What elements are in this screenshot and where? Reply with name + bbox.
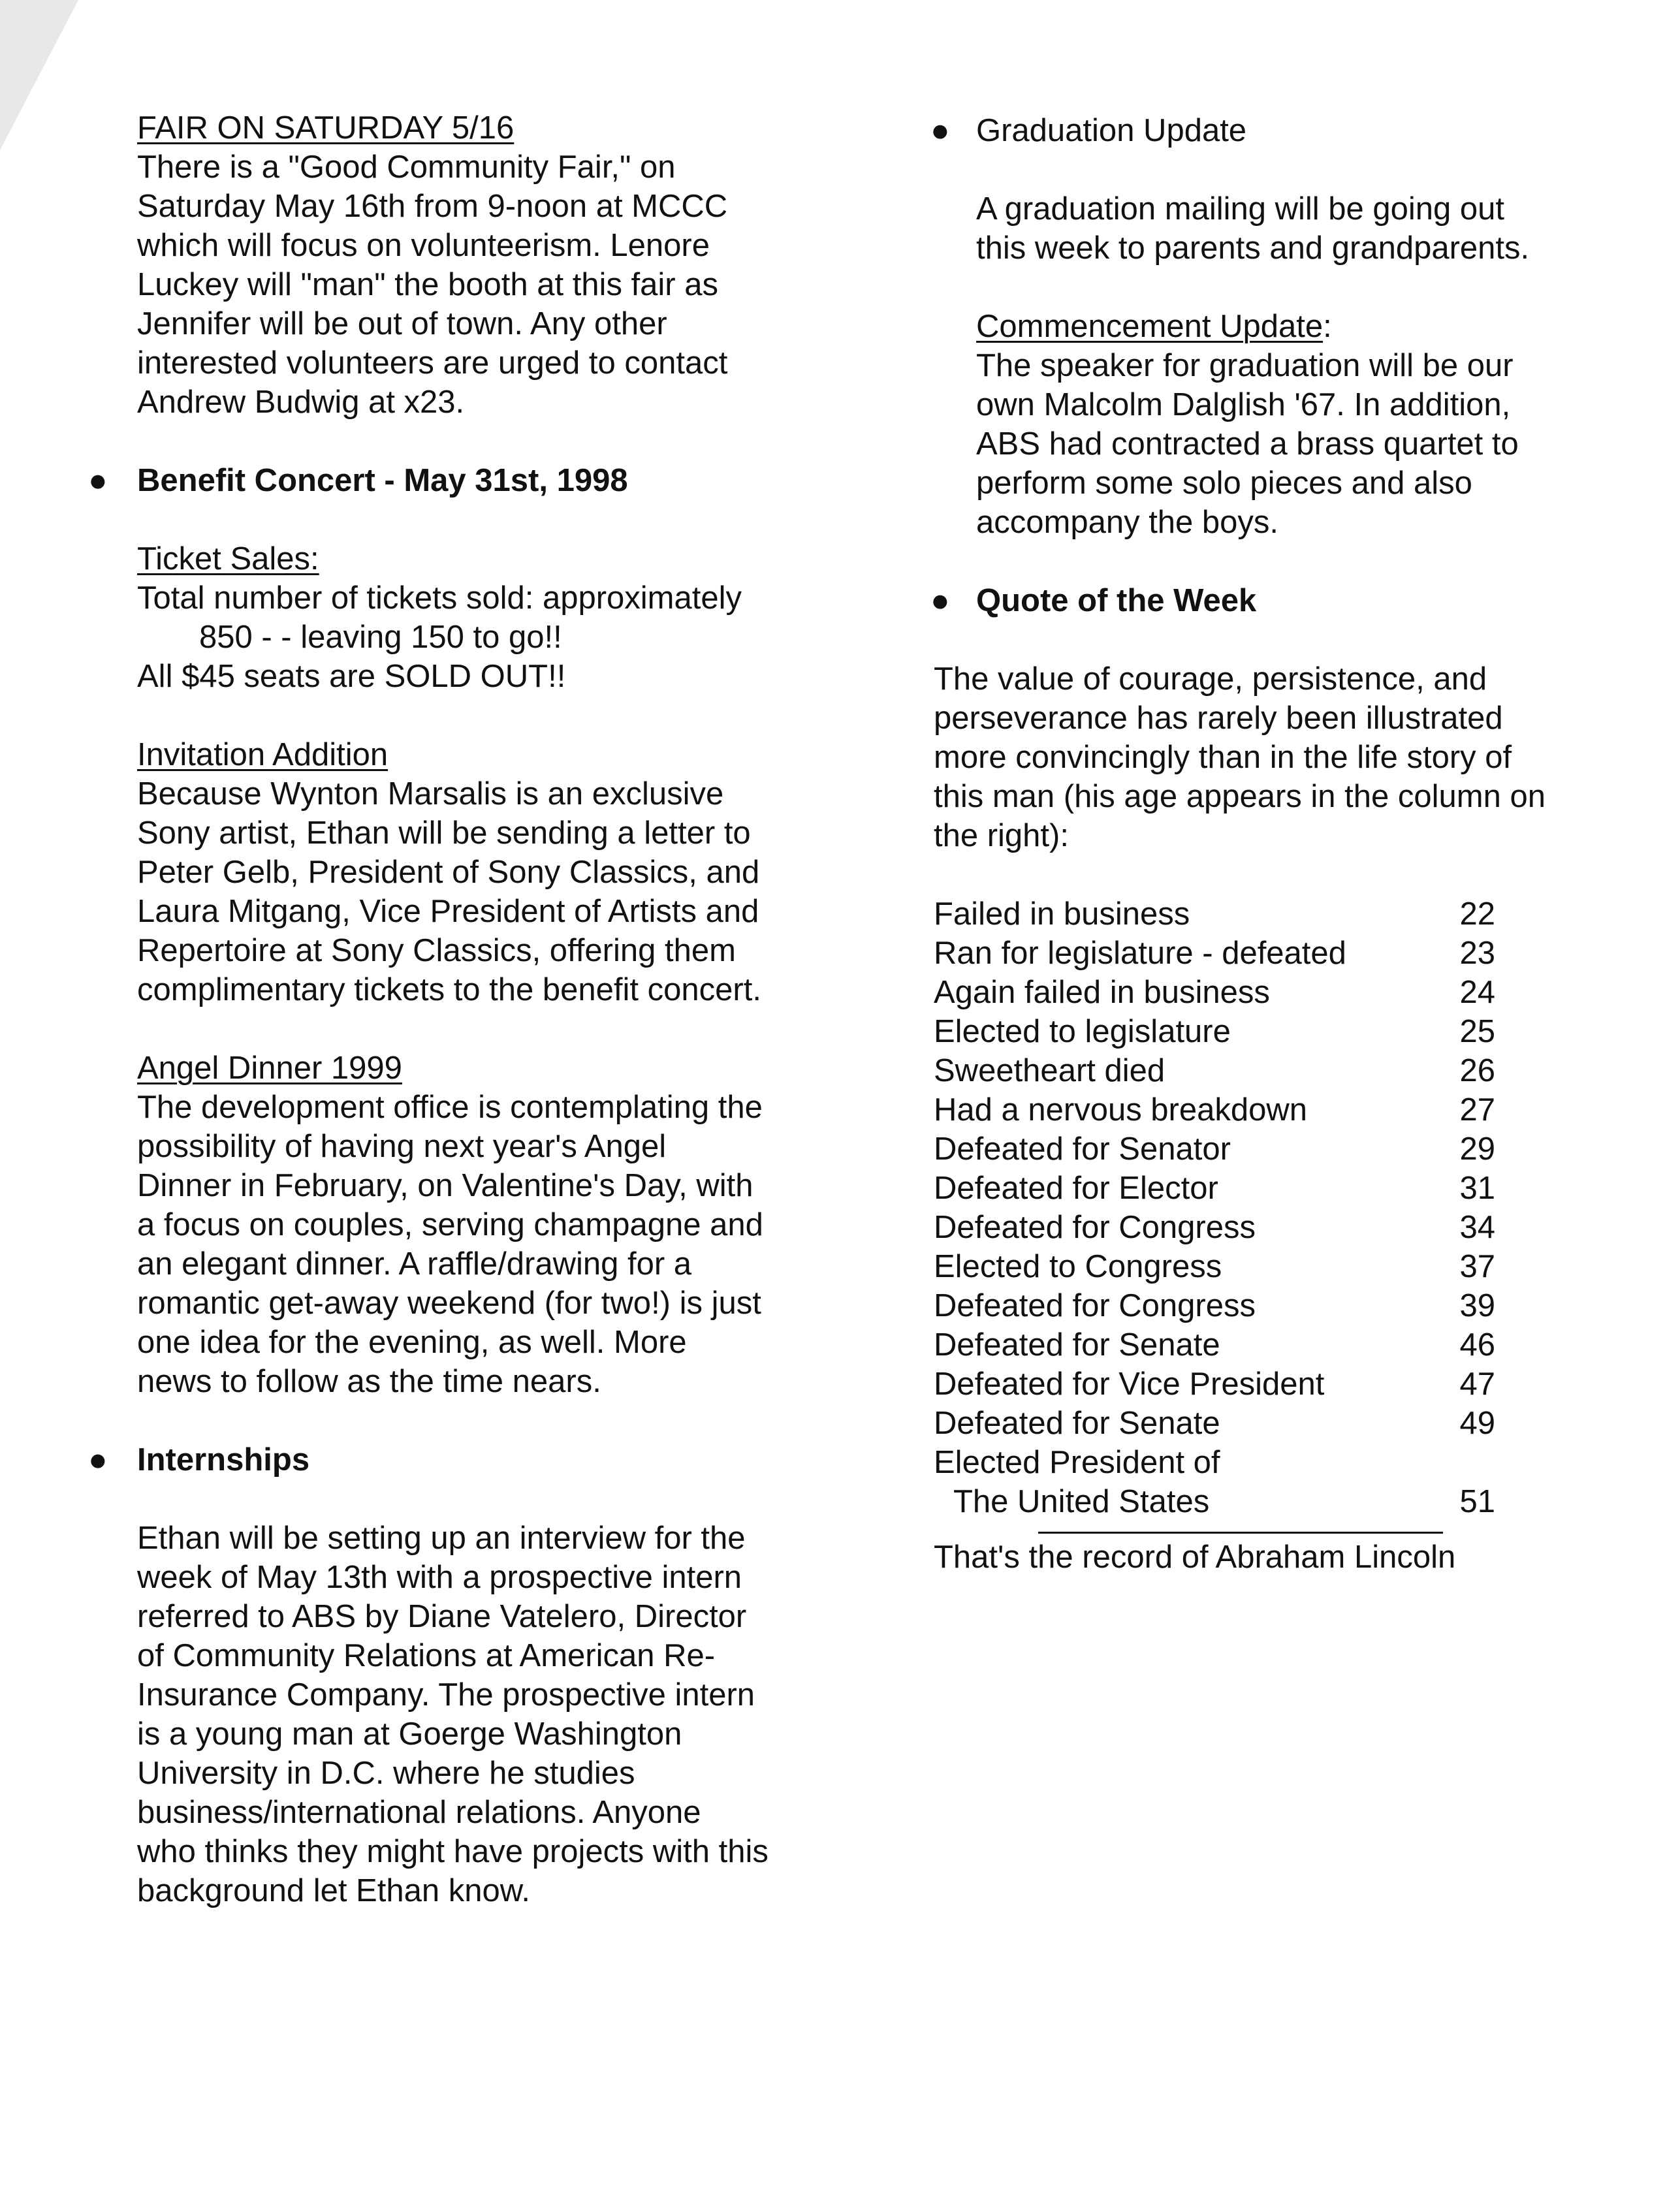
invitation-body: Because Wynton Marsalis is an exclusive Sony artist, Ethan will be sending a letter to Peter Gelb, President of Sony Classics, and Laura Mitgang, Vice President of Artists and Repertoire at Sony Classics, offering them complimentary tickets to the benefit concert. (137, 776, 761, 1007)
table-row (934, 1365, 1495, 1404)
record-event: Ran for legislature - defeated (934, 936, 1346, 971)
ticket-sales-line: 850 - - leaving 150 to go!! (199, 620, 562, 655)
fair-body: There is a "Good Community Fair," on Saturday May 16th from 9-noon at MCCC which will focus on volunteerism. Lenore Luckey will "man" the booth at this fair as Jennifer will be out of town. Any other interested volunteers are urged to contact Andrew Budwig at x23. (137, 150, 728, 420)
internships-section-heading (88, 1440, 816, 1479)
table-row (934, 1090, 1495, 1130)
commencement-body: The speaker for graduation will be our own Malcolm Dalglish '67. In addition, ABS had contracted a brass quartet to perform some solo pieces and also accompany the boys. (976, 348, 1519, 540)
quote-section-heading (930, 581, 1600, 620)
bullet-icon: ● (930, 583, 950, 618)
left-column (88, 108, 816, 1910)
table-row (934, 1130, 1495, 1169)
signature-rule (1038, 1532, 1443, 1534)
record-event: Defeated for Congress (934, 1210, 1256, 1245)
record-event: Defeated for Senator (934, 1131, 1231, 1167)
record-age: 37 (1459, 1249, 1495, 1284)
record-event: Defeated for Congress (934, 1288, 1256, 1323)
record-age: 22 (1459, 896, 1495, 932)
record-age: 24 (1459, 975, 1495, 1010)
record-age: 27 (1459, 1092, 1495, 1128)
record-age: 49 (1459, 1406, 1495, 1441)
table-row (934, 1169, 1495, 1208)
commencement-heading: Commencement Update (976, 309, 1324, 344)
folded-corner (0, 0, 78, 150)
record-event: Had a nervous breakdown (934, 1092, 1308, 1128)
record-age: 39 (1459, 1288, 1495, 1323)
internships-heading: Internships (137, 1442, 310, 1477)
table-row (934, 1012, 1495, 1051)
quote-heading: Quote of the Week (976, 583, 1257, 618)
table-row (934, 934, 1495, 973)
invitation-heading: Invitation Addition (137, 737, 388, 772)
record-event: The United States (953, 1484, 1210, 1519)
bullet-icon: ● (88, 1442, 108, 1477)
record-age: 23 (1459, 936, 1495, 971)
graduation-section-heading (930, 111, 1600, 150)
concert-heading: Benefit Concert - May 31st, 1998 (137, 463, 628, 498)
table-row (934, 1404, 1495, 1443)
table-row (934, 1325, 1495, 1365)
bullet-icon: ● (88, 463, 108, 498)
table-row (934, 894, 1495, 934)
angel-dinner-body: The development office is contemplating the possibility of having next year's Angel Dinner in February, on Valentine's Day, with a focus on couples, serving champagne and an elegant dinner. A raffle/drawing for a romantic get-away weekend (for two!) is just one idea for the evening, as well. More news to follow as the time nears. (137, 1090, 763, 1399)
record-age: 47 (1459, 1367, 1495, 1402)
table-row (934, 973, 1495, 1012)
internships-body: Ethan will be setting up an interview for the week of May 13th with a prospective intern referred to ABS by Diane Vatelero, Director of Community Relations at American Re- Insurance Company. The prospective intern is a young man at Goerge Washington University in D.C. where he studies business/international relations. Anyone who thinks they might have projects with this background let Ethan know. (137, 1521, 769, 1908)
lincoln-record-table (934, 894, 1495, 1521)
record-age: 25 (1459, 1014, 1495, 1049)
record-event: Defeated for Vice President (934, 1367, 1325, 1402)
record-age: 34 (1459, 1210, 1495, 1245)
record-age: 31 (1459, 1171, 1495, 1206)
bullet-icon: ● (930, 113, 950, 148)
record-age: 46 (1459, 1327, 1495, 1363)
right-column (930, 111, 1600, 1577)
record-event: Elected to Congress (934, 1249, 1222, 1284)
ticket-sales-line: Total number of tickets sold: approximately (137, 580, 742, 616)
graduation-heading: Graduation Update (976, 113, 1247, 148)
record-event: Sweetheart died (934, 1053, 1166, 1088)
record-event: Again failed in business (934, 975, 1270, 1010)
ticket-sales-line: All $45 seats are SOLD OUT!! (137, 659, 566, 694)
ticket-sales-heading: Ticket Sales: (137, 541, 319, 577)
table-row (934, 1286, 1495, 1325)
angel-dinner-heading: Angel Dinner 1999 (137, 1051, 402, 1086)
concert-section-heading (88, 461, 816, 500)
record-event: Elected to legislature (934, 1014, 1231, 1049)
record-age: 51 (1459, 1484, 1495, 1519)
table-row (934, 1208, 1495, 1247)
table-row (934, 1051, 1495, 1090)
table-row (934, 1482, 1495, 1521)
table-row (934, 1443, 1495, 1482)
record-event: Defeated for Elector (934, 1171, 1218, 1206)
table-row (934, 1247, 1495, 1286)
commencement-colon: : (1323, 309, 1332, 344)
quote-closing: That's the record of Abraham Lincoln (934, 1540, 1456, 1575)
graduation-body: A graduation mailing will be going out this week to parents and grandparents. (976, 191, 1530, 266)
fair-heading: FAIR ON SATURDAY 5/16 (137, 110, 515, 146)
record-event: Defeated for Senate (934, 1406, 1220, 1441)
record-age: 26 (1459, 1053, 1495, 1088)
record-age: 29 (1459, 1131, 1495, 1167)
commencement-heading-line (934, 307, 1600, 346)
quote-intro: The value of courage, persistence, and perseverance has rarely been illustrated more convincingly than in the life story of this man (his age appears in the column on the right): (934, 661, 1546, 853)
record-event: Failed in business (934, 896, 1190, 932)
record-event: Elected President of (934, 1445, 1220, 1480)
record-event: Defeated for Senate (934, 1327, 1220, 1363)
